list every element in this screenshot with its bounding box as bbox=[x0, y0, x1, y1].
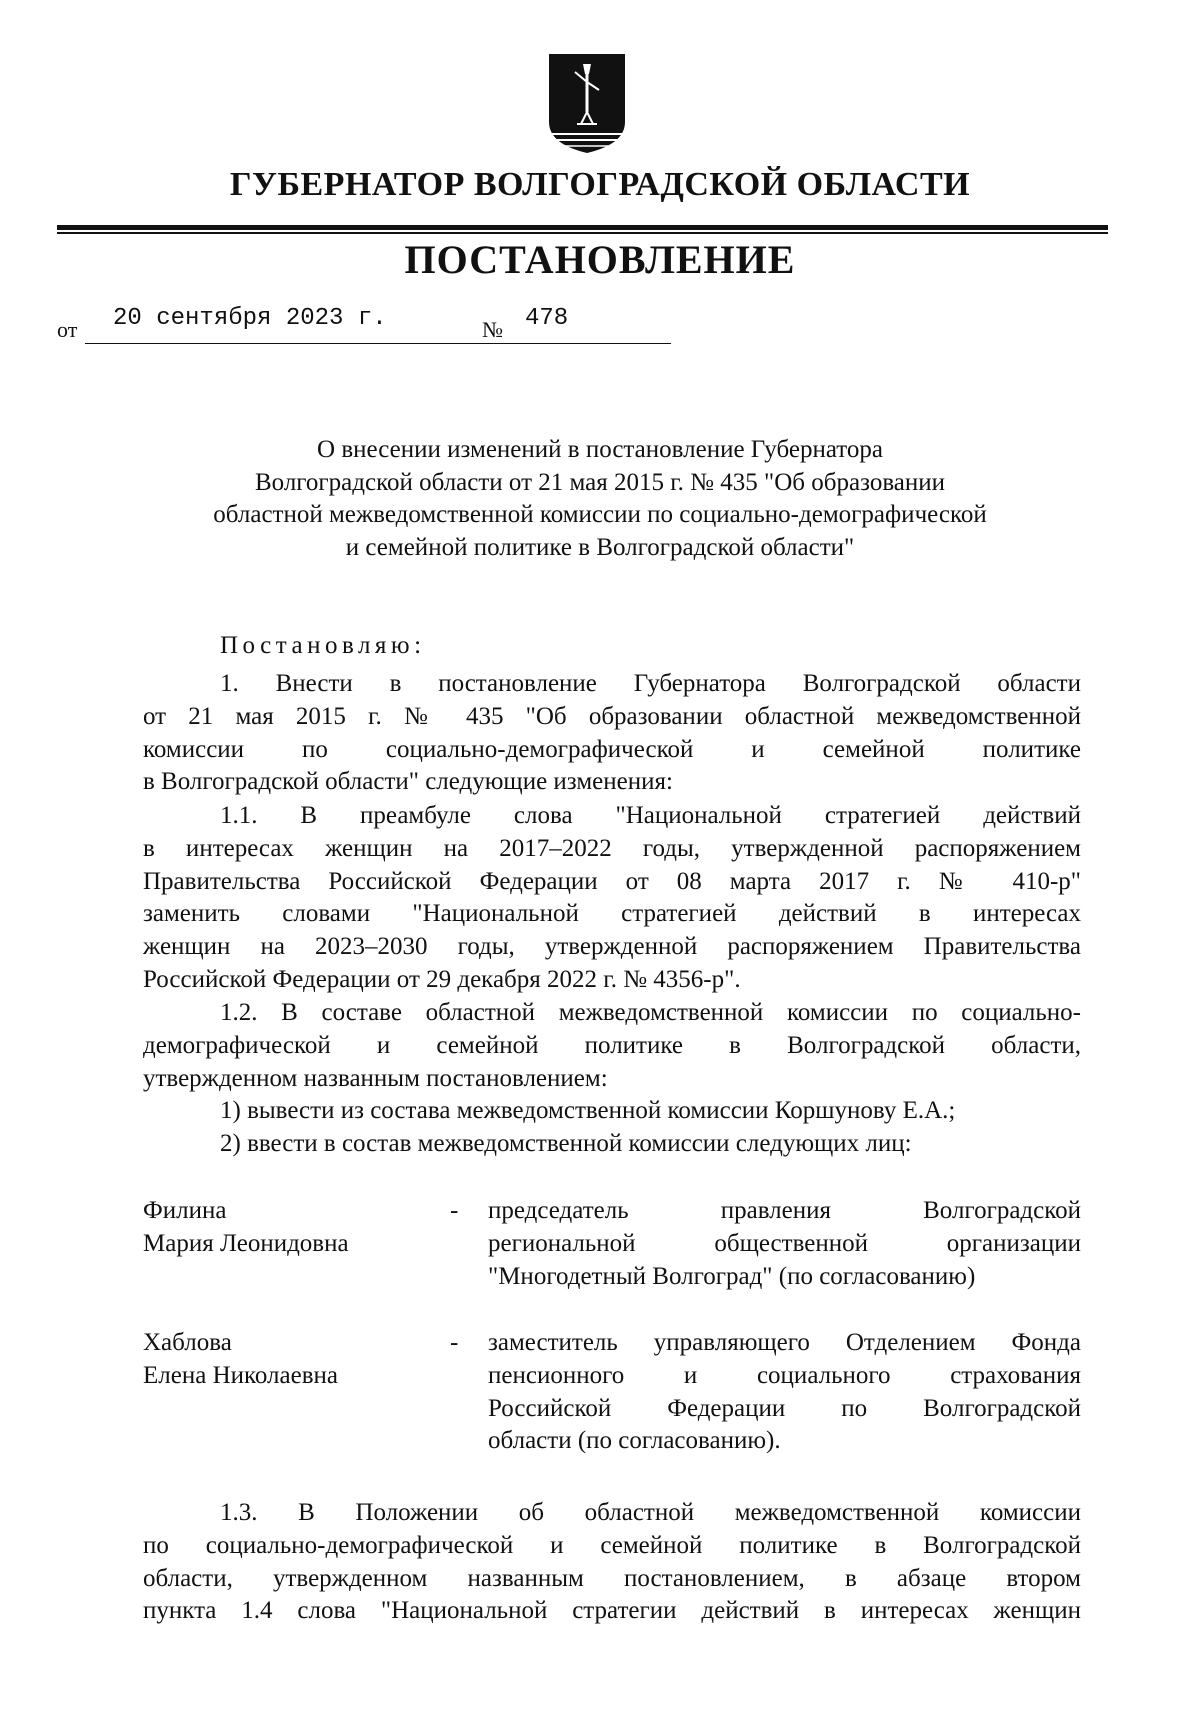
paragraph-line: 1. Внести в постановление Губернатора Волгоградской области bbox=[220, 670, 1081, 697]
paragraph-line: от 21 мая 2015 г. № 435 "Об образовании областной межведомственной bbox=[143, 702, 1081, 730]
title-line: О внесении изменений в постановление Губернатора bbox=[317, 436, 883, 463]
title-line: и семейной политике в Волгоградской области" bbox=[345, 533, 855, 561]
paragraph-1 bbox=[143, 668, 1081, 799]
member-dash: - bbox=[450, 1329, 459, 1356]
member-entry bbox=[143, 1195, 1081, 1295]
title-line: Волгоградской области от 21 мая 2015 г. № 435 "Об образовании bbox=[254, 468, 946, 496]
document-title bbox=[140, 434, 1060, 564]
member-role: заместитель управляющего Отделением Фонда пенсионного и социального страхования Российской Федерации по Волгоградской области (по согласованию). bbox=[488, 1329, 1081, 1455]
date-number-row bbox=[57, 305, 697, 345]
header-rule-thick bbox=[57, 225, 1108, 230]
paragraph-line: в интересах женщин на 2017–2022 годы, утвержденной распоряжением bbox=[143, 834, 1081, 862]
paragraph-line: Правительства Российской Федерации от 08 марта 2017 г. № 410-р" bbox=[143, 867, 1081, 895]
date-from-label: от bbox=[57, 317, 78, 342]
paragraph-line: женщин на 2023–2030 годы, утвержденной распоряжением Правительства bbox=[143, 933, 1081, 961]
document-number: 478 bbox=[525, 305, 569, 332]
date-underline bbox=[85, 343, 525, 344]
member-entry bbox=[143, 1327, 1081, 1459]
paragraph-1-1 bbox=[143, 800, 1081, 997]
paragraph-1-2 bbox=[143, 997, 1081, 1161]
paragraph-1-3 bbox=[143, 1497, 1081, 1628]
number-label: № bbox=[482, 317, 503, 342]
paragraph-line: заменить словами "Национальной стратегией действий в интересах bbox=[143, 900, 1081, 928]
issuer-heading: ГУБЕРНАТОР ВОЛГОГРАДСКОЙ ОБЛАСТИ bbox=[229, 166, 971, 203]
paragraph-line: 1.1. В преамбуле слова "Национальной стратегией действий bbox=[220, 802, 1081, 829]
paragraph-line: 1) вывести из состава межведомственной комиссии Коршунову Е.А.; bbox=[220, 1097, 956, 1125]
member-role: председатель правления Волгоградской региональной общественной организации "Многодетный Волгоград" (по согласованию) bbox=[488, 1197, 1081, 1290]
number-underline bbox=[511, 343, 671, 344]
member-name: Хаблова Елена Николаевна bbox=[143, 1329, 338, 1389]
volgograd-coat-of-arms-icon bbox=[547, 52, 627, 155]
header-rule-thin bbox=[57, 232, 1108, 234]
decree-word: Постановляю: bbox=[220, 632, 426, 659]
paragraph-line: демографической и семейной политике в Волгоградской области, bbox=[143, 1031, 1081, 1059]
paragraph-line: области, утвержденном названным постановлением, в абзаце втором bbox=[143, 1564, 1081, 1592]
member-dash: - bbox=[450, 1197, 459, 1224]
paragraph-line: пункта 1.4 слова "Национальной стратегии действий в интересах женщин bbox=[143, 1597, 1081, 1625]
coat-of-arms-emblem bbox=[547, 52, 627, 155]
title-line: областной межведомственной комиссии по социально-демографической bbox=[213, 501, 987, 528]
paragraph-line: комиссии по социально-демографической и семейной политике bbox=[143, 735, 1081, 763]
paragraph-line: утвержденном названным постановлением: bbox=[143, 1064, 608, 1092]
document-type-heading: ПОСТАНОВЛЕНИЕ bbox=[404, 237, 796, 282]
paragraph-line: 1.3. В Положении об областной межведомственной комиссии bbox=[220, 1499, 1081, 1526]
document-date: 20 сентября 2023 г. bbox=[113, 305, 387, 332]
paragraph-line: 2) ввести в состав межведомственной комиссии следующих лиц: bbox=[220, 1130, 912, 1158]
paragraph-line: Российской Федерации от 29 декабря 2022 г. № 4356-р". bbox=[143, 965, 741, 993]
member-name: Филина Мария Леонидовна bbox=[143, 1197, 349, 1257]
paragraph-line: в Волгоградской области" следующие изменения: bbox=[143, 768, 673, 796]
paragraph-line: по социально-демографической и семейной политике в Волгоградской bbox=[143, 1531, 1081, 1559]
paragraph-line: 1.2. В составе областной межведомственной комиссии по социально- bbox=[220, 999, 1081, 1026]
